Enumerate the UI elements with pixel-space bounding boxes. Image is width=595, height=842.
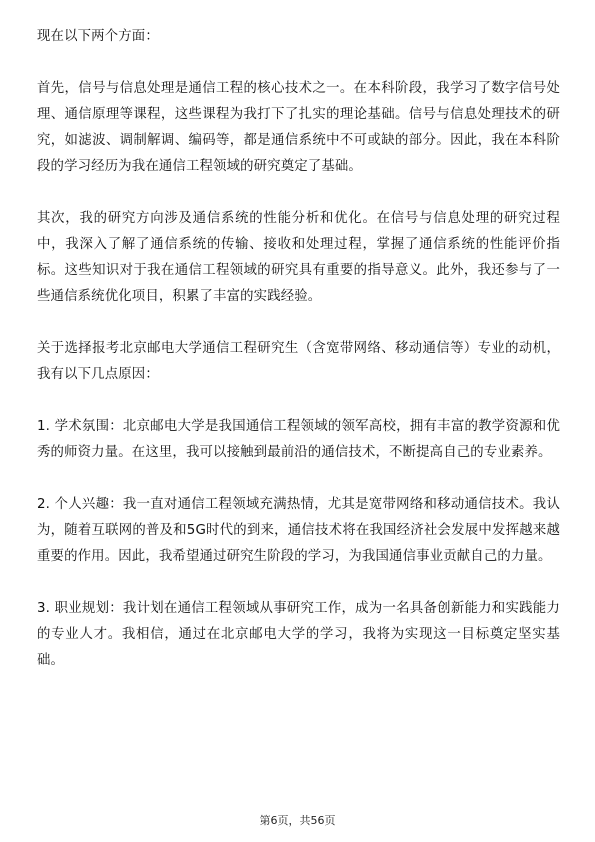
paragraph-reason-academic: 1. 学术氛围：北京邮电大学是我国通信工程领域的领军高校，拥有丰富的教学资源和优秀的师资力量。在这里，我可以接触到最前沿的通信技术，不断提高自己的专业素养。: [37, 419, 560, 460]
paragraph-intro: 现在以下两个方面：: [37, 29, 159, 44]
paragraph-motivation: 关于选择报考北京邮电大学通信工程研究生（含宽带网络、移动通信等）专业的动机，我有以下几点原因：: [37, 341, 560, 382]
page-number-footer: 第6页，共56页: [259, 814, 336, 827]
document-body: [37, 24, 560, 700]
paragraph-first-aspect: 首先，信号与信息处理是通信工程的核心技术之一。在本科阶段，我学习了数字信号处理、通信原理等课程，这些课程为我打下了扎实的理论基础。信号与信息处理技术的研究，如滤波、调制解调、编码等，都是通信系统中不可或缺的部分。因此，我在本科阶段的学习经历为我在通信工程领域的研究奠定了基础。: [37, 81, 560, 174]
paragraph-reason-interest: 2. 个人兴趣：我一直对通信工程领域充满热情，尤其是宽带网络和移动通信技术。我认为，随着互联网的普及和5G时代的到来，通信技术将在我国经济社会发展中发挥越来越重要的作用。因此，我希望通过研究生阶段的学习，为我国通信事业贡献自己的力量。: [37, 497, 560, 564]
paragraph-second-aspect: 其次，我的研究方向涉及通信系统的性能分析和优化。在信号与信息处理的研究过程中，我深入了解了通信系统的传输、接收和处理过程，掌握了通信系统的性能评价指标。这些知识对于我在通信工程领域的研究具有重要的指导意义。此外，我还参与了一些通信系统优化项目，积累了丰富的实践经验。: [37, 211, 560, 304]
paragraph-reason-career: 3. 职业规划：我计划在通信工程领域从事研究工作，成为一名具备创新能力和实践能力的专业人才。我相信，通过在北京邮电大学的学习，我将为实现这一目标奠定坚实基础。: [37, 601, 560, 668]
